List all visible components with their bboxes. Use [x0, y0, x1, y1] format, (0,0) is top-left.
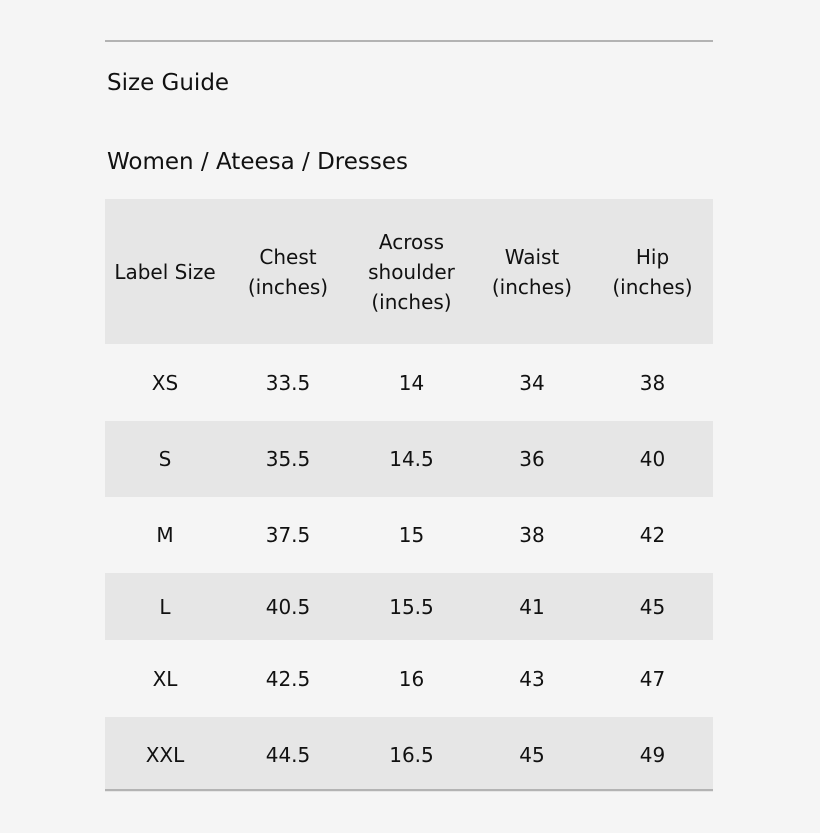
header-waist	[472, 199, 592, 344]
breadcrumb: Women / Ateesa / Dresses	[107, 149, 408, 175]
cell-hip: 42	[639, 523, 666, 547]
header-hip-line2: (inches)	[612, 274, 693, 299]
cell-label-size: M	[156, 523, 174, 547]
cell-label-size: S	[158, 447, 172, 471]
header-chest	[225, 199, 351, 344]
cell-hip: 38	[639, 370, 666, 395]
cell-label-size: XS	[151, 370, 179, 395]
cell-waist: 34	[519, 370, 545, 395]
header-hip-line1: Hip	[635, 244, 670, 269]
cell-waist: 41	[519, 594, 545, 619]
cell-waist: 43	[519, 666, 545, 691]
table-row	[105, 421, 713, 497]
table-row	[105, 717, 713, 792]
header-chest-line1: Chest	[259, 244, 317, 269]
cell-chest: 35.5	[265, 447, 311, 471]
cell-waist: 36	[519, 447, 545, 471]
cell-chest: 37.5	[265, 523, 311, 547]
size-table	[105, 199, 713, 792]
cell-across-shoulder: 14.5	[389, 447, 434, 471]
table-row	[105, 497, 713, 573]
header-across-shoulder	[351, 199, 472, 344]
header-waist-line2: (inches)	[491, 274, 573, 299]
cell-label-size: L	[159, 594, 171, 619]
header-across-line2: shoulder	[368, 259, 455, 284]
cell-hip: 40	[639, 447, 666, 471]
header-hip	[592, 199, 713, 344]
table-row	[105, 640, 713, 717]
cell-across-shoulder: 15.5	[389, 594, 434, 619]
cell-across-shoulder: 16.5	[389, 742, 434, 767]
header-label-size-line1: Label Size	[114, 259, 216, 284]
cell-waist: 38	[519, 523, 545, 547]
cell-chest: 42.5	[265, 666, 311, 691]
cell-label-size: XXL	[145, 742, 185, 767]
cell-hip: 45	[639, 594, 666, 619]
header-label-size	[105, 199, 225, 344]
table-header-row	[105, 199, 713, 344]
header-across-line3: (inches)	[371, 289, 452, 314]
cell-hip: 49	[639, 742, 666, 767]
header-chest-line2: (inches)	[247, 274, 329, 299]
cell-across-shoulder: 16	[398, 666, 425, 691]
cell-across-shoulder: 15	[398, 523, 425, 547]
top-divider	[105, 40, 713, 42]
table-row	[105, 573, 713, 640]
cell-chest: 33.5	[265, 370, 311, 395]
table-row	[105, 344, 713, 421]
cell-chest: 44.5	[265, 742, 311, 767]
cell-label-size: XL	[152, 666, 178, 691]
bottom-divider	[105, 789, 713, 791]
cell-chest: 40.5	[265, 594, 311, 619]
cell-hip: 47	[639, 666, 666, 691]
cell-waist: 45	[519, 742, 545, 767]
page-title: Size Guide	[107, 70, 230, 96]
header-across-line1: Across	[378, 229, 445, 254]
cell-across-shoulder: 14	[398, 370, 425, 395]
header-waist-line1: Waist	[504, 244, 560, 269]
